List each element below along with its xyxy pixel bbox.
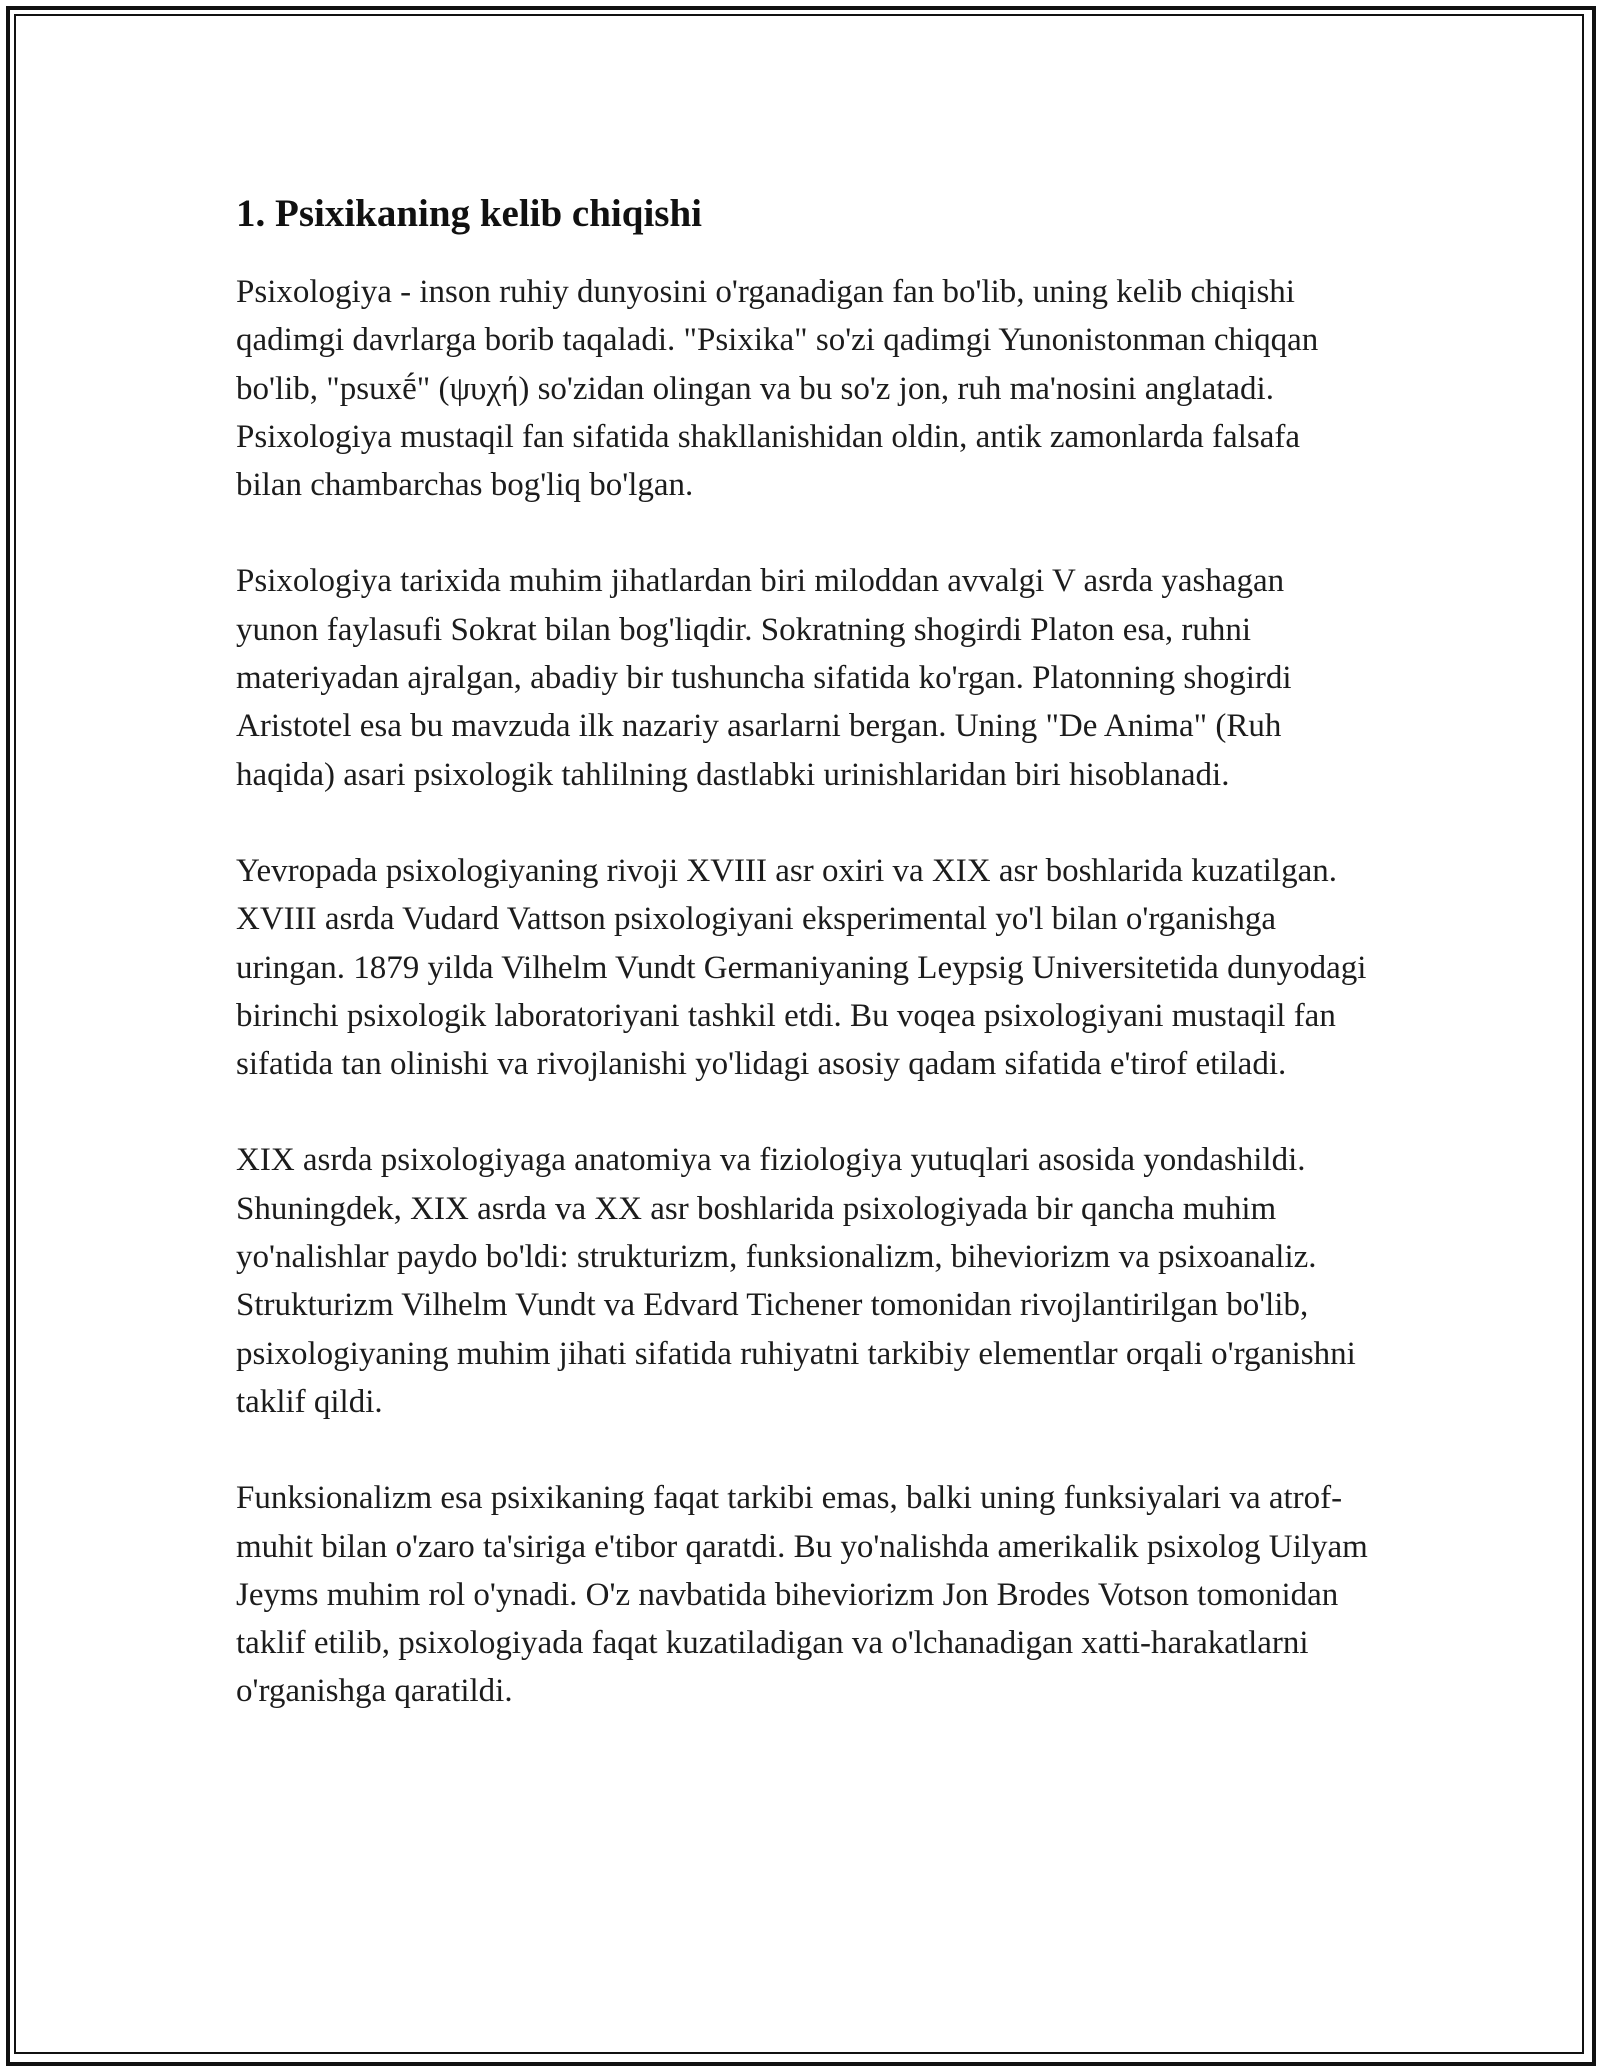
- paragraph-5: Funksionalizm esa psixikaning faqat tarkibi emas, balki uning funksiyalari va atrof-muhit bilan o'zaro ta'siriga e'tibor qaratdi. Bu yo'nalishda amerikalik psixolog Uilyam Jeyms muhim rol o'ynadi. O'z navbatida biheviorizm Jon Brodes Votson tomonidan taklif etilib, psixologiyada faqat kuzatiladigan va o'lchanadigan xatti-harakatlarni o'rganishga qaratildi.: [236, 1480, 1368, 1710]
- paragraph-1: Psixologiya - inson ruhiy dunyosini o'rganadigan fan bo'lib, uning kelib chiqishi qadimgi davrlarga borib taqaladi. "Psixika" so'zi qadimgi Yunonistonman chiqqan bo'lib, "psuxḗ" (ψυχή) so'zidan olingan va bu so'z jon, ruh ma'nosini anglatadi. Psixologiya mustaqil fan sifatida shakllanishidan oldin, antik zamonlarda falsafa bilan chambarchas bog'liq bo'lgan.: [236, 274, 1319, 504]
- paragraph-4: XIX asrda psixologiyaga anatomiya va fiziologiya yutuqlari asosida yondashildi. Shuningdek, XIX asrda va XX asr boshlarida psixologiyada bir qancha muhim yo'nalishlar paydo bo'ldi: strukturizm, funksionalizm, biheviorizm va psixoanaliz. Strukturizm Vilhelm Vundt va Edvard Tichener tomonidan rivojlantirilgan bo'lib, psixologiyaning muhim jihati sifatida ruhiyatni tarkibiy elementlar orqali o'rganishni taklif qildi.: [236, 1142, 1356, 1420]
- paragraph-2: Psixologiya tarixida muhim jihatlardan biri miloddan avvalgi V asrda yashagan yunon faylasufi Sokrat bilan bog'liqdir. Sokratning shogirdi Platon esa, ruhni materiyadan ajralgan, abadiy bir tushuncha sifatida ko'rgan. Platonning shogirdi Aristotel esa bu mavzuda ilk nazariy asarlarni bergan. Uning "De Anima" (Ruh haqida) asari psixologik tahlilning dastlabki urinishlaridan biri hisoblanadi.: [236, 563, 1292, 793]
- paragraph-3: Yevropada psixologiyaning rivoji XVIII asr oxiri va XIX asr boshlarida kuzatilgan. XVIII asrda Vudard Vattson psixologiyani eksperimental yo'l bilan o'rganishga uringan. 1879 yilda Vilhelm Vundt Germaniyaning Leypsig Universitetida dunyodagi birinchi psixologik laboratoriyani tashkil etdi. Bu voqea psixologiyani mustaqil fan sifatida tan olinishi va rivojlanishi yo'lidagi asosiy qadam sifatida e'tirof etiladi.: [236, 852, 1367, 1083]
- document-content: [236, 188, 1368, 1716]
- section-heading: 1. Psixikaning kelib chiqishi: [236, 192, 703, 235]
